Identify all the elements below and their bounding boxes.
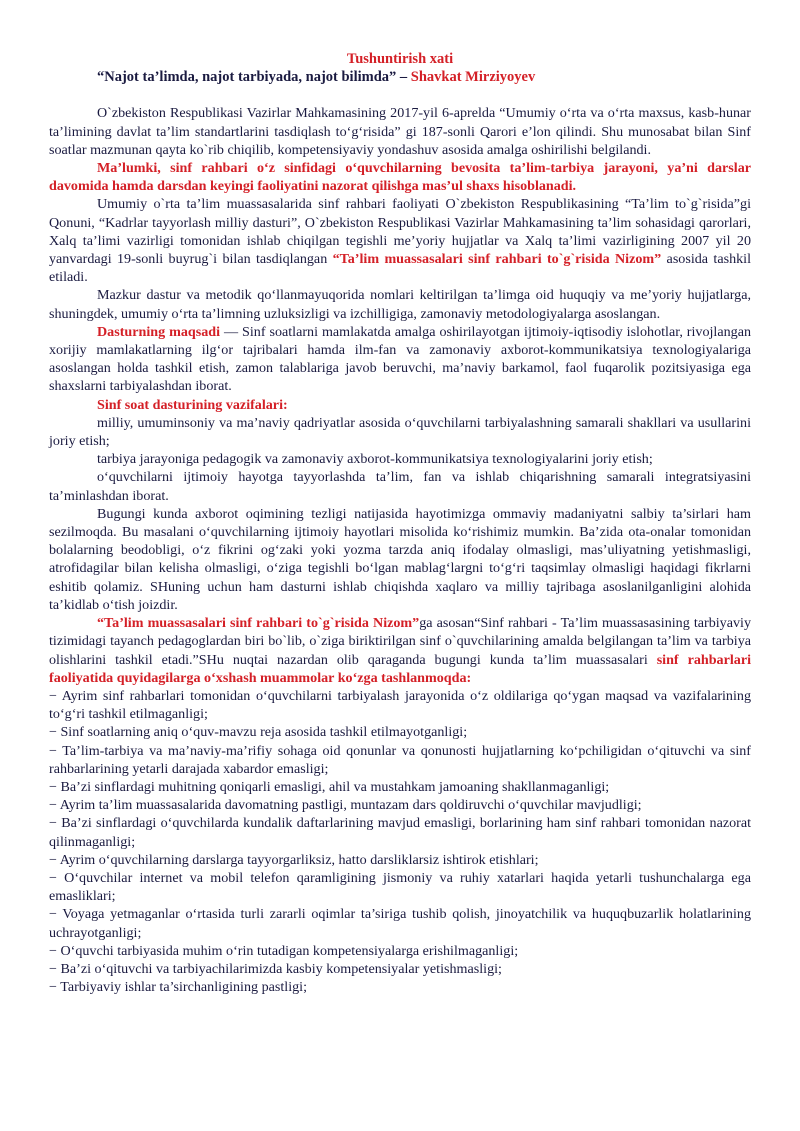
epigraph-quote: “Najot ta’limda, najot tarbiyada, najot bilimda” xyxy=(97,69,397,86)
problem-item: − Ba’zi o‘qituvchi va tarbiyachilarimizda kasbiy kompetensiyalar yetishmasligi; xyxy=(49,960,502,977)
legal-basis-highlight: “Ta’lim muassasalari sinf rahbari to`g`risida Nizom” xyxy=(332,251,662,268)
problem-item: − O‘quvchi tarbiyasida muhim o‘rin tutadigan kompetensiyalarga erishilmaganligi; xyxy=(49,942,519,959)
epigraph-separator: – xyxy=(396,69,411,86)
problem-item: − Ba’zi sinflardagi o‘quvchilarda kundalik daftarlarining mavjud emasligi, borlarining ham sinf rahbari tomonidan nazorat qilinmaganligi; xyxy=(49,815,751,850)
program-goal-label: Dasturning maqsadi xyxy=(97,323,221,340)
problem-item: − O‘quvchilar internet va mobil telefon qaramligining jismoniy va ruhiy xatarlari haqida yetarli tushunchalarga ega emasliklari; xyxy=(49,869,751,905)
paragraph-program-basis: Mazkur dastur va metodik qo‘llanmayuqorida nomlari keltirilgan ta’limga oid huquqiy va me’yoriy hujjatlarga, shuningdek, umumiy o‘rta ta’limning uzluksizligi va izchilligiga, zamonaviy metodologiyalarga asoslangan. xyxy=(49,287,751,322)
epigraph xyxy=(97,68,751,86)
epigraph-author: Shavkat Mirziyoyev xyxy=(410,69,536,86)
problem-item: − Ayrim sinf rahbarlari tomonidan o‘quvchilarni tarbiyalash jarayonida o‘z oldilariga qo‘ygan maqsad va vazifalarining to‘g‘ri tashkil etilmaganligi; xyxy=(49,687,751,723)
regulation-text: ga asosan“Sinf rahbari - Ta’lim muassasasining tarbiyaviy tizimidagi tayanch pedagoglardan biri bo`lib, o`ziga biriktirilgan sinf o`quvchilarining amalda belgilangan ta’lim va tarbiya olishlarini tashkil etadi.”SHu nuqtai nazardan olib qaraganda bugungi kunda ta’lim muassasalari xyxy=(49,615,751,668)
problem-item: − Ayrim ta’lim muassasalarida davomatning pastligi, muntazam dars qoldiruvchi o‘quvchilar mavjudligi; xyxy=(49,797,642,814)
legal-basis-tail: asosida tashkil etiladi. xyxy=(49,251,751,286)
problems-intro: sinf rahbarlari faoliyatida quyidagilarga o‘xshash muammolar ko‘zga tashlanmoqda: xyxy=(49,651,751,686)
regulation-highlight: “Ta’lim muassasalari sinf rahbari to`g`risida Nizom” xyxy=(97,615,420,632)
paragraph-class-leader-role: Ma’lumki, sinf rahbari o‘z sinfidagi o‘quvchilarning bevosita ta’lim-tarbiya jarayoni, ya’ni darslar davomida hamda darsdan keyingi faoliyatini nazorat qilishga mas’ul shaxs hisoblanadi. xyxy=(49,160,751,195)
task-item: o‘quvchilarni ijtimoiy hayotga tayyorlashda ta’lim, fan va ishlab chiqarishning samarali integratsiyasini ta’minlashdan iborat. xyxy=(49,469,751,504)
problem-item: − Tarbiyaviy ishlar ta’sirchanligining pastligi; xyxy=(49,979,307,996)
paragraph-legal-basis xyxy=(49,195,751,286)
tasks-heading: Sinf soat dasturining vazifalari: xyxy=(97,396,288,413)
problem-item: − Voyaga yetmaganlar o‘rtasida turli zararli oqimlar ta’siriga tushib qolish, jinoyatchilik va huquqbuzarlik holatlarining uchrayotganligi; xyxy=(49,906,751,941)
paragraph-program-goal xyxy=(49,323,751,396)
problem-item: − Sinf soatlarning aniq o‘quv-mavzu reja asosida tashkil etilmayotganligi; xyxy=(49,724,468,741)
problem-item: − Ta’lim-tarbiya va ma’naviy-ma’rifiy sohaga oid qonunlar va qonunosti hujjatlarning ko‘pchiligidan o‘qituvchi va sinf rahbarlarining yetarli darajada xabardor emasligi; xyxy=(49,742,751,777)
document-title: Tushuntirish xati xyxy=(346,51,454,67)
paragraph-regulation xyxy=(49,614,751,687)
legal-basis-text: Umumiy o`rta ta’lim muassasalarida sinf rahbari faoliyati O`zbekiston Respublikasining “Ta’lim to`g`risida”gi Qonuni, “Kadrlar tayyorlash milliy dasturi”, O`zbekiston Respublikasi Vazirlar Mahkamasining ta’lim sohasidagi qarorlari, Xalq ta’limi vazirligi tomonidan ishlab chiqilgan tegishli me’yoriy hujjatlar va Xalq ta’limi vazirligining 2007 yil 20 yanvardagi 19-sonli buyrug`i bilan tasdiqlangan xyxy=(49,196,751,268)
paragraph-decree: O`zbekiston Respublikasi Vazirlar Mahkamasining 2017-yil 6-aprelda “Umumiy o‘rta va o‘rta maxsus, kasb-hunar ta’limining davlat ta’lim standartlarini tasdiqlash to‘g‘risida” gi 187-sonli Qarori e’lon qilindi. Shu munosabat bilan Sinf soatlar mazmunan qayta ko`rib chiqilib, kompetensiyaviy yondashuv asosida amalga oshirilishi belgilandi. xyxy=(49,105,751,158)
problem-item: − Ba’zi sinflardagi muhitning qoniqarli emasligi, ahil va mustahkam jamoaning shakllanmaganligi; xyxy=(49,778,610,795)
task-item: milliy, umuminsoniy va ma’naviy qadriyatlar asosida o‘quvchilarni tarbiyalashning samarali shakllari va usullarini joriy etish; xyxy=(49,414,751,450)
problem-item: − Ayrim o‘quvchilarning darslarga tayyorgarliksiz, hatto darsliklarsiz ishtirok etishlari; xyxy=(49,851,539,868)
task-item: tarbiya jarayoniga pedagogik va zamonaviy axborot-kommunikatsiya texnologiyalarini joriy etish; xyxy=(97,451,653,468)
paragraph-information-flow: Bugungi kunda axborot oqimining tezligi natijasida hayotimizga ommaviy madaniyatni salbiy ta’sirlari ham sezilmoqda. Bu masalani o‘quvchilarning ijtimoiy hayotlari misolida ko‘rishimiz mumkin. Ba’zida ota-onalar tomonidan bolalarning beodobligi, o‘z fikrini og‘zaki yoki yozma tarzda aniq ifodalay olmasligi, mas’uliyatning yetishmasligi, atrofidagilar bilan kelisha olmasligi, o‘ziga tegishli bo‘lgan mablag‘largni to‘g‘ri taqsimlay olmasligi haqidagi fikrlarni eshitib qolamiz. SHuning uchun ham dasturni ishlab chiqishda xaqlaro va milliy tajribaga asoslanilganligini alohida ta’kidlab o‘tish joizdir. xyxy=(49,505,751,613)
program-goal-text: — Sinf soatlarni mamlakatda amalga oshirilayotgan ijtimoiy-iqtisodiy islohotlar, rivojlangan xorijiy mamlakatlarning ilg‘or tajribalari hamda ilm-fan va zamonaviy axborot-kommunikatsiya texnologiyalariga asoslangan holda tashkil etish, zamon talablariga javob beruvchi, ma’naviy barkamol, faol fuqarolik pozitsiyasiga ega shaxslarni tarbiyalashdan iborat. xyxy=(49,323,751,395)
